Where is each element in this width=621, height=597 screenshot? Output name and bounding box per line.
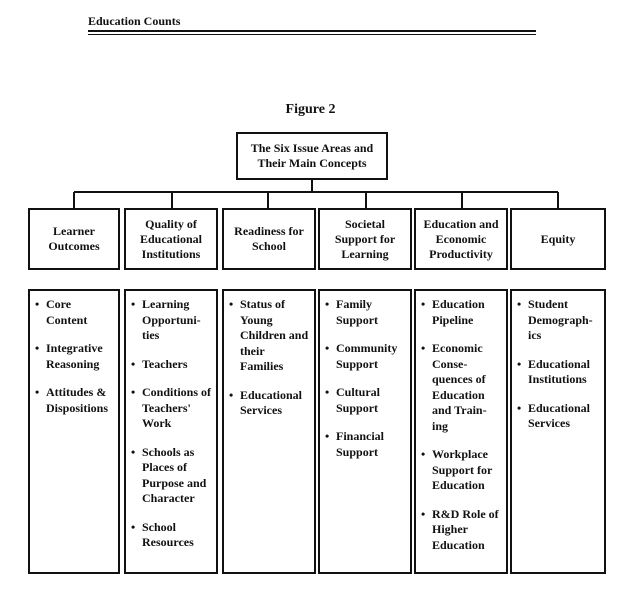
concept-item: • Core Content [34,297,114,328]
concept-item: • Financial Support [324,429,406,460]
concept-item: • Economic Conse-quences of Education and Train-ing [420,341,502,434]
concept-item: • Cultural Support [324,385,406,416]
concept-item: • Education Pipeline [420,297,502,328]
concepts-societal-support [318,289,412,574]
concepts-readiness-for-school [222,289,316,574]
concept-item: • Educational Services [228,388,310,419]
concept-item: • Workplace Support for Education [420,447,502,494]
concept-item: • Integrative Reasoning [34,341,114,372]
concept-item: • School Resources [130,520,212,551]
concept-item: • Status of Young Children and their Families [228,297,310,375]
concepts-economic-productivity [414,289,508,574]
category-societal-support: Societal Support for Learning [318,208,412,270]
concept-item: • R&D Role of Higher Education [420,507,502,554]
concept-item: • Learning Opportuni-ties [130,297,212,344]
concept-item: • Educational Services [516,401,600,432]
figure-title: Figure 2 [285,102,336,117]
concept-item: • Conditions of Teachers' Work [130,385,212,432]
concept-item: • Teachers [130,357,212,373]
category-economic-productivity: Education and Economic Productivity [414,208,508,270]
concept-item: • Community Support [324,341,406,372]
concept-item: • Schools as Places of Purpose and Character [130,445,212,507]
concepts-equity [510,289,606,574]
concept-item: • Attitudes & Dispositions [34,385,114,416]
concepts-quality-of-institutions [124,289,218,574]
category-learner-outcomes: Learner Outcomes [28,208,120,270]
concepts-learner-outcomes [28,289,120,574]
category-quality-of-institutions: Quality of Educational Institutions [124,208,218,270]
category-readiness-for-school: Readiness for School [222,208,316,270]
category-equity: Equity [510,208,606,270]
concept-item: • Educational Institutions [516,357,600,388]
concept-item: • Student Demograph-ics [516,297,600,344]
concept-item: • Family Support [324,297,406,328]
running-header: Education Counts [88,14,181,28]
root-box: The Six Issue Areas and Their Main Concepts [236,132,388,180]
